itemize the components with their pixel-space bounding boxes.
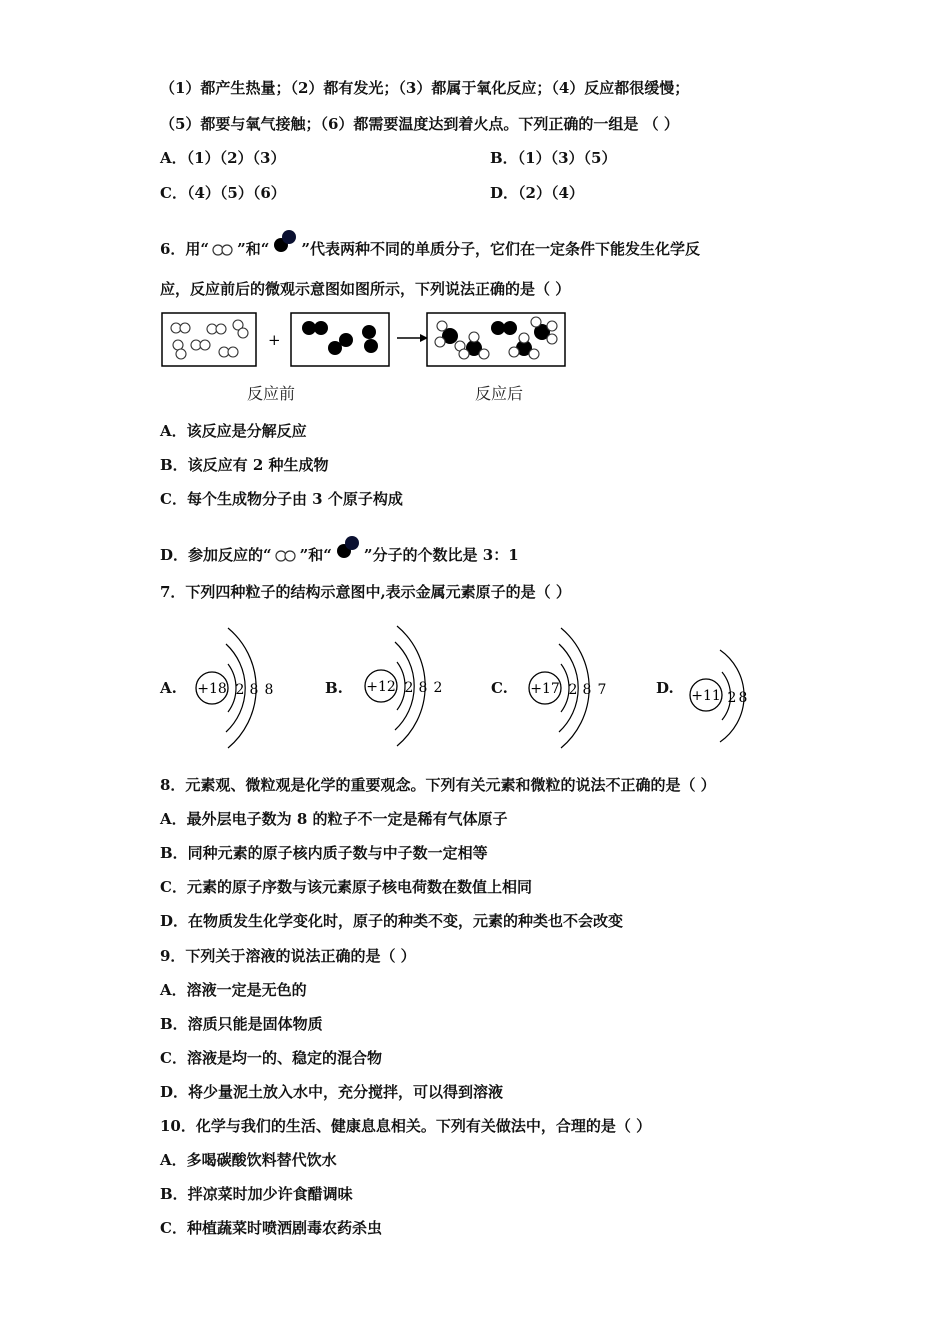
q6-option-a: A．该反应是分解反应	[160, 422, 307, 440]
nucleus-b: +12	[366, 679, 396, 695]
q8-stem: 8．元素观、微粒观是化学的重要观念。下列有关元素和微粒的说法不正确的是（ ）	[160, 776, 716, 794]
before-box-white	[162, 313, 256, 366]
caption-before: 反应前	[247, 384, 296, 403]
nucleus-c: +17	[530, 681, 560, 697]
q6-option-d	[160, 534, 519, 565]
q6-stem-line2: 应，反应前后的微观示意图如图所示，下列说法正确的是（ ）	[160, 280, 571, 298]
q8-option-d: D．在物质发生化学变化时，原子的种类不变，元素的种类也不会改变	[160, 912, 624, 930]
shell-c-2: 8	[582, 682, 592, 698]
q7-option-a-letter: A.	[160, 679, 177, 697]
q9-option-b: B．溶质只能是固体物质	[160, 1015, 323, 1033]
q6-optd-a: D．参加反应的“	[160, 546, 272, 564]
shell-d-2: 8	[738, 690, 748, 706]
black-molecule-icon	[332, 534, 364, 562]
q10-option-a: A．多喝碳酸饮料替代饮水	[160, 1151, 337, 1169]
q6-option-b: B．该反应有 2 种生成物	[160, 456, 329, 474]
q5-option-c: C．（4）（5）（6）	[160, 184, 286, 202]
q9-option-a: A．溶液一定是无色的	[160, 981, 307, 999]
white-molecule-icon	[272, 548, 300, 564]
q7-option-d-letter: D.	[656, 679, 674, 697]
atom-diagram-b	[361, 620, 451, 750]
atom-diagram-d	[686, 642, 756, 748]
q6-stem-a: 6．用“	[160, 240, 210, 258]
caption-after: 反应后	[475, 384, 524, 403]
q6-optd-c: ”分子的个数比是 3：1	[363, 546, 519, 564]
q6-stem-c: ”代表两种不同的单质分子，它们在一定条件下能发生化学反	[301, 240, 700, 258]
shell-c-3: 7	[597, 682, 607, 698]
shell-a-2: 8	[249, 682, 259, 698]
plus-sign: +	[268, 331, 281, 349]
q5-option-b: B．（1）（3）（5）	[490, 149, 617, 167]
reaction-diagram	[158, 308, 570, 374]
q7-option-c-letter: C.	[491, 679, 508, 697]
white-molecule-icon	[209, 242, 237, 258]
shell-b-2: 8	[418, 680, 428, 696]
q5-option-d: D．（2）（4）	[490, 184, 584, 202]
shell-d-1: 2	[727, 690, 737, 706]
q8-option-a: A．最外层电子数为 8 的粒子不一定是稀有气体原子	[160, 810, 508, 828]
q7-option-b-letter: B.	[325, 679, 343, 697]
q6-option-c: C．每个生成物分子由 3 个原子构成	[160, 490, 403, 508]
q5-option-a: A．（1）（2）（3）	[160, 149, 286, 167]
shell-c-1: 2	[568, 682, 578, 698]
q9-option-d: D．将少量泥土放入水中，充分搅拌，可以得到溶液	[160, 1083, 504, 1101]
q10-option-b: B．拌凉菜时加少许食醋调味	[160, 1185, 353, 1203]
q10-option-c: C．种植蔬菜时喷洒剧毒农药杀虫	[160, 1219, 382, 1237]
q7-stem: 7．下列四种粒子的结构示意图中,表示金属元素原子的是（ ）	[160, 583, 571, 601]
q5-line2: （5）都要与氧气接触；（6）都需要温度达到着火点。下列正确的一组是 （ ）	[160, 115, 679, 133]
nucleus-a: +18	[197, 681, 227, 697]
q9-stem: 9．下列关于溶液的说法正确的是（ ）	[160, 947, 416, 965]
shell-a-1: 2	[235, 682, 245, 698]
q6-optd-b: ”和“	[299, 546, 332, 564]
shell-b-1: 2	[404, 680, 414, 696]
shell-b-3: 2	[433, 680, 443, 696]
black-molecule-icon	[269, 228, 301, 256]
atom-diagram-c	[525, 622, 615, 752]
atom-diagram-a	[192, 622, 282, 752]
q6-stem-line1	[160, 228, 700, 259]
q8-option-b: B．同种元素的原子核内质子数与中子数一定相等	[160, 844, 488, 862]
q6-stem-b: ”和“	[237, 240, 270, 258]
q8-option-c: C．元素的原子序数与该元素原子核电荷数在数值上相同	[160, 878, 532, 896]
q5-line1: （1）都产生热量；（2）都有发光；（3）都属于氧化反应；（4）反应都很缓慢；	[160, 79, 690, 97]
nucleus-d: +11	[691, 688, 721, 704]
q9-option-c: C．溶液是均一的、稳定的混合物	[160, 1049, 382, 1067]
shell-a-3: 8	[264, 682, 274, 698]
q10-stem: 10．化学与我们的生活、健康息息相关。下列有关做法中，合理的是（ ）	[160, 1117, 652, 1135]
